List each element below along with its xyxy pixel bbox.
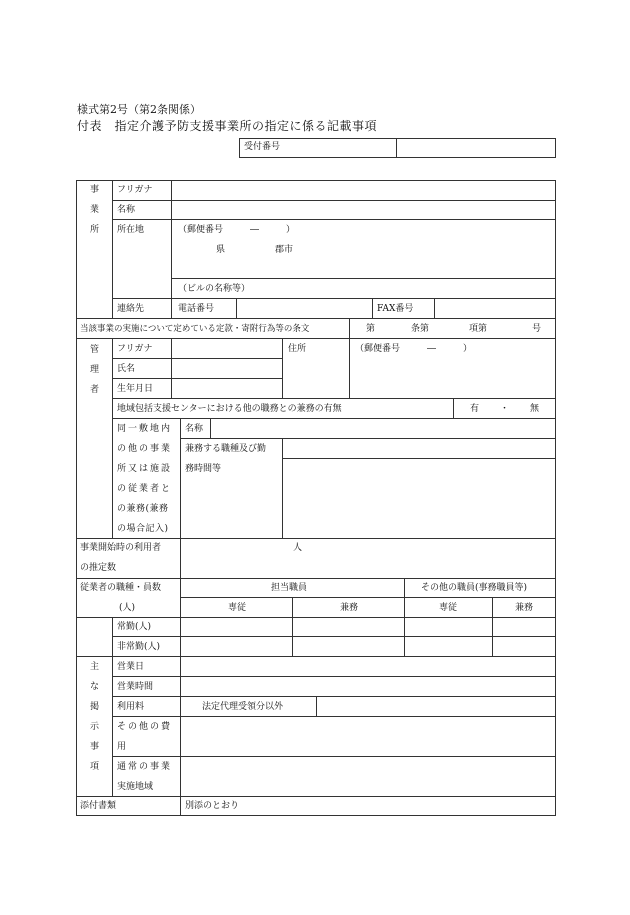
office-address-label: 所在地 <box>117 225 145 235</box>
manager-postal: （郵便番号 ― ） <box>355 344 473 354</box>
concurrent-line-6: の場合記入) <box>117 524 169 534</box>
staff-concurrent-2: 兼務 <box>515 603 534 613</box>
office-name-label: 名称 <box>117 205 136 215</box>
area-label-2: 実施地域 <box>117 782 154 792</box>
users-label-1: 事業開始時の利用者 <box>80 543 162 553</box>
fee-label: 利用料 <box>117 702 145 712</box>
regulation-dai: 第 <box>366 324 376 334</box>
display-group-char-2: な <box>90 682 100 692</box>
office-group-char-2: 業 <box>90 205 100 215</box>
office-building: （ビルの名称等） <box>178 284 251 294</box>
regulation-go: 号 <box>532 324 542 334</box>
concurrent-line-4: の従業者と <box>117 484 173 494</box>
manager-birth-field[interactable] <box>172 379 282 398</box>
office-group-char-3: 所 <box>90 225 100 235</box>
office-name-field[interactable] <box>172 201 555 219</box>
manager-furigana-label: フリガナ <box>117 344 153 354</box>
staff-in-charge: 担当職員 <box>271 583 308 593</box>
concurrent-center-label: 地域包括支援センターにおける他の職務との兼務の有無 <box>117 404 342 414</box>
display-group-char-3: 掲 <box>90 702 100 712</box>
staff-label-2: (人) <box>119 603 136 613</box>
staff-regular-label: 常勤(人) <box>117 622 152 632</box>
office-group-char-1: 事 <box>90 185 100 195</box>
manager-name-field[interactable] <box>172 359 282 378</box>
concurrent-line-5: の兼務(兼務 <box>117 504 169 514</box>
manager-group-char-1: 管 <box>90 345 100 355</box>
job-hours-label-1: 兼務する職種及び勤 <box>185 444 267 454</box>
business-days-label: 営業日 <box>117 662 145 672</box>
manager-birth-label: 生年月日 <box>117 384 154 394</box>
display-group-char-1: 主 <box>90 662 100 672</box>
office-fax-field[interactable] <box>435 299 555 318</box>
business-hours-field[interactable] <box>181 677 555 696</box>
concurrent-name-label: 名称 <box>185 424 204 434</box>
office-phone-field[interactable] <box>237 299 372 318</box>
staff-irregular-label: 非常勤(人) <box>117 642 161 652</box>
legal-proxy-label: 法定代理受領分以外 <box>202 702 284 712</box>
concurrent-name-field[interactable] <box>211 419 555 438</box>
office-furigana-field[interactable] <box>172 181 555 200</box>
display-group-char-4: 示 <box>90 722 100 732</box>
office-phone-label: 電話番号 <box>178 304 215 314</box>
regulation-label: 当該事業の実施について定めている定款・寄附行為等の条文 <box>80 324 310 334</box>
staff-label-1: 従業者の職種・員数 <box>80 583 162 593</box>
manager-name-label: 氏名 <box>117 364 136 374</box>
users-label-2: の推定数 <box>80 563 117 573</box>
manager-furigana-field[interactable] <box>172 339 282 358</box>
form-title: 付表 指定介護予防支援事業所の指定に係る記載事項 <box>77 119 378 133</box>
job-hours-label-2: 務時間等 <box>185 464 222 474</box>
fee-field[interactable] <box>317 697 555 716</box>
regulation-jodai: 条第 <box>411 324 430 334</box>
office-gun-city: 郡市 <box>275 245 294 255</box>
manager-residence-label: 住所 <box>288 344 307 354</box>
area-label-1: 通常の事業 <box>117 762 173 772</box>
office-contact-label: 連絡先 <box>117 304 145 314</box>
concurrent-dot: ・ <box>500 404 510 414</box>
display-group-char-6: 項 <box>90 762 100 772</box>
staff-other: その他の職員(事務職員等) <box>421 583 528 593</box>
form-number: 様式第2号（第2条関係） <box>77 103 201 116</box>
manager-group-char-3: 者 <box>90 385 100 395</box>
business-days-field[interactable] <box>181 657 555 676</box>
concurrent-yes[interactable]: 有 <box>470 404 480 414</box>
users-field[interactable] <box>181 539 555 578</box>
office-fax-label: FAX番号 <box>377 304 414 314</box>
attachment-value: 別添のとおり <box>185 801 240 811</box>
other-costs-field[interactable] <box>181 717 555 756</box>
users-unit: 人 <box>293 543 303 553</box>
attachment-label: 添付書類 <box>80 801 117 811</box>
office-postal: （郵便番号 ― ） <box>178 225 296 235</box>
concurrent-line-3: 所又は施設 <box>117 464 173 474</box>
area-field[interactable] <box>181 757 555 796</box>
receipt-label: 受付番号 <box>244 142 281 152</box>
staff-concurrent: 兼務 <box>340 603 359 613</box>
concurrent-no[interactable]: 無 <box>530 404 540 414</box>
other-costs-label-2: 用 <box>117 742 127 752</box>
display-group-char-5: 事 <box>90 742 100 752</box>
other-costs-label-1: その他の費 <box>117 722 173 732</box>
concurrent-line-2: の他の事業 <box>117 444 173 454</box>
receipt-number-field[interactable] <box>397 139 555 157</box>
concurrent-line-1: 同一敷地内 <box>117 424 173 434</box>
staff-fulltime-2: 専従 <box>439 603 458 613</box>
business-hours-label: 営業時間 <box>117 682 154 692</box>
staff-fulltime: 専従 <box>228 603 247 613</box>
office-furigana-label: フリガナ <box>117 185 153 195</box>
office-prefecture: 県 <box>216 245 226 255</box>
regulation-kodai: 項第 <box>469 324 488 334</box>
manager-group-char-2: 理 <box>90 365 100 375</box>
